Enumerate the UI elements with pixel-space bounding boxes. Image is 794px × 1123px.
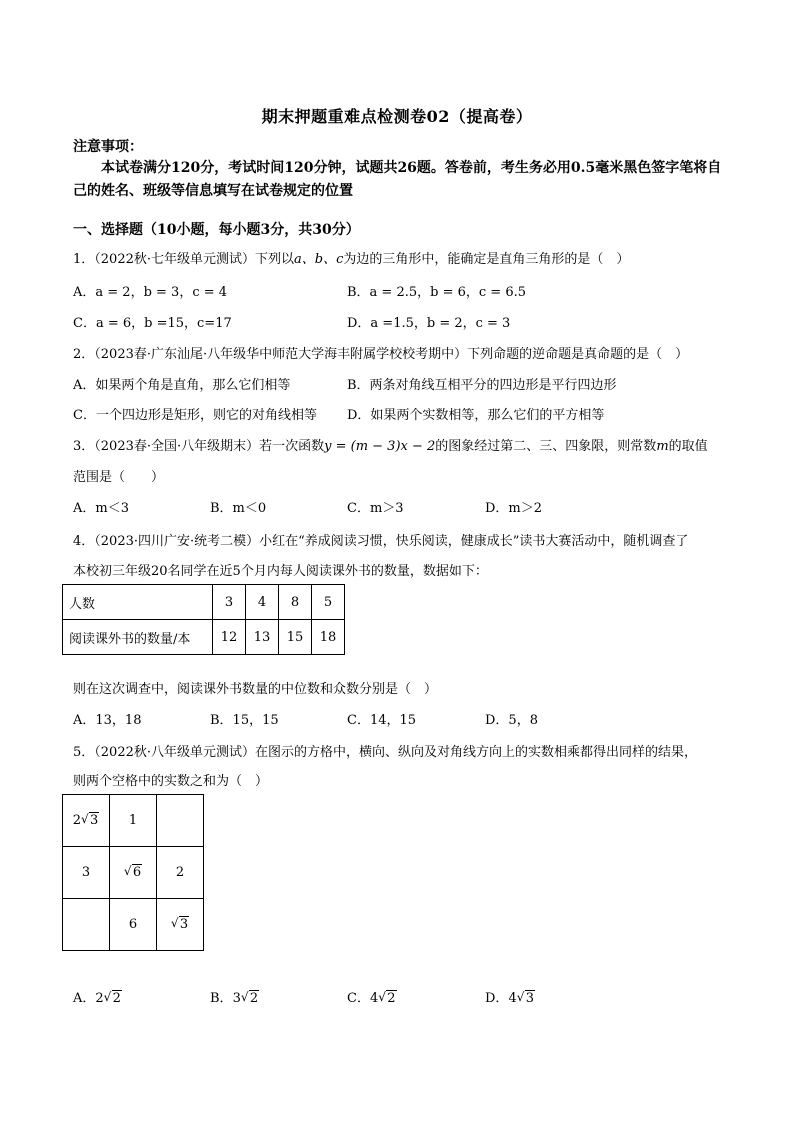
- option-label: B．: [210, 991, 233, 1006]
- option-label: D．: [485, 991, 509, 1006]
- grid-cell: 6: [110, 899, 157, 951]
- option-radicand: 2: [249, 991, 259, 1006]
- q1-option-b[interactable]: B．a = 2.5，b = 6，c = 6.5: [347, 285, 526, 300]
- option-radicand: 3: [525, 991, 534, 1006]
- q2-option-a[interactable]: A．如果两个角是直角，那么它们相等: [73, 378, 291, 393]
- grid-cell: [157, 899, 204, 951]
- table-cell: 5: [312, 585, 345, 620]
- grid-radicand: 3: [179, 917, 189, 932]
- option-radicand: 2: [387, 991, 396, 1006]
- q3-option-b[interactable]: B．m＜0: [210, 501, 267, 516]
- option-coef: 3: [232, 991, 241, 1006]
- table-cell: 12: [213, 620, 246, 655]
- q3-stem-line2: 范围是（ ）: [73, 470, 165, 485]
- q3-var: m: [656, 439, 669, 454]
- q3-option-c[interactable]: C．m＞3: [347, 501, 404, 516]
- grid-row: [63, 847, 204, 899]
- table-cell: 4: [246, 585, 279, 620]
- q4-stem-line1: 4．（2023·四川广安·统考二模）小红在“养成阅读习惯，快乐阅读，健康成长”读书大赛活动中，随机调查了: [73, 534, 689, 549]
- grid-coef: 2: [72, 813, 81, 828]
- table-row-label: 人数: [63, 585, 213, 620]
- grid-cell: 3: [63, 847, 110, 899]
- q4-option-c[interactable]: C．14，15: [347, 713, 417, 728]
- grid-row: [63, 795, 204, 847]
- grid-row: [63, 899, 204, 951]
- q4-data-table: [62, 584, 345, 655]
- grid-radicand: 6: [132, 865, 142, 880]
- q5-option-d[interactable]: [485, 987, 535, 1006]
- option-radicand: 2: [112, 991, 121, 1006]
- grid-cell: 1: [110, 795, 157, 847]
- q1-stem: [73, 248, 629, 267]
- option-coef: 2: [95, 991, 104, 1006]
- q5-option-a[interactable]: [73, 987, 122, 1006]
- q2-option-d[interactable]: D．如果两个实数相等，那么它们的平方相等: [347, 408, 605, 423]
- grid-cell-empty: [157, 795, 204, 847]
- q5-stem-line1: 5．（2022秋·八年级单元测试）在图示的方格中，横向、纵向及对角线方向上的实数相乘都得出同样的结果，: [73, 745, 697, 760]
- table-row: [63, 620, 345, 655]
- sqrt-symbol: [242, 991, 259, 1006]
- sqrt-symbol: [82, 813, 99, 828]
- table-cell: 13: [246, 620, 279, 655]
- q2-option-b[interactable]: B．两条对角线互相平分的四边形是平行四边形: [347, 378, 617, 393]
- table-cell: 3: [213, 585, 246, 620]
- table-row-label: 阅读课外书的数量/本: [63, 620, 213, 655]
- q5-stem-line2: 则两个空格中的实数之和为（ ）: [73, 774, 269, 789]
- grid-radicand: 3: [90, 813, 99, 828]
- q5-magic-grid: [62, 794, 204, 951]
- q5-option-c[interactable]: [347, 987, 397, 1006]
- sqrt-symbol: [172, 917, 189, 932]
- q1-option-c[interactable]: C．a = 6，b =15，c=17: [73, 316, 232, 331]
- q1-option-d[interactable]: D．a =1.5，b = 2，c = 3: [347, 316, 511, 331]
- q4-question: 则在这次调查中，阅读课外书数量的中位数和众数分别是（ ）: [73, 682, 438, 697]
- q1-stem-b: 为边的三角形中，能确定是直角三角形的是（ ）: [343, 252, 630, 267]
- q3-stem-b: 的图象经过第二、三、四象限，则常数: [435, 439, 657, 454]
- q1-vars: a、b、c: [294, 252, 344, 267]
- q4-option-d[interactable]: D．5，8: [485, 713, 538, 728]
- table-row: [63, 585, 345, 620]
- option-label: C．: [347, 991, 370, 1006]
- q3-stem-a: 3．（2023春·全国·八年级期末）若一次函数: [73, 439, 325, 454]
- sqrt-symbol: [125, 865, 142, 880]
- q2-stem: 2．（2023春·广东汕尾·八年级华中师范大学海丰附属学校校考期中）下列命题的逆命题是真命题的是（ ）: [73, 347, 689, 362]
- option-coef: 4: [369, 991, 379, 1006]
- option-label: A．: [73, 991, 96, 1006]
- table-cell: 8: [279, 585, 312, 620]
- q2-option-c[interactable]: C．一个四边形是矩形，则它的对角线相等: [73, 408, 317, 423]
- section-heading: 一、选择题（10小题，每小题3分，共30分）: [73, 222, 360, 238]
- grid-cell: 2: [157, 847, 204, 899]
- notice-body: 本试卷满分120分，考试时间120分钟，试题共26题。答卷前，考生务必用0.5毫米黑色签字笔将自己的姓名、班级等信息填写在试卷规定的位置: [73, 160, 722, 199]
- q3-stem: [73, 435, 708, 454]
- table-cell: 15: [279, 620, 312, 655]
- q1-stem-a: 1．（2022秋·七年级单元测试）下列以: [73, 252, 294, 267]
- q5-option-b[interactable]: [210, 987, 259, 1006]
- grid-cell-empty: [63, 899, 110, 951]
- q4-option-a[interactable]: A．13，18: [73, 713, 142, 728]
- option-coef: 4: [508, 991, 517, 1006]
- q3-option-d[interactable]: D．m＞2: [485, 501, 543, 516]
- notice-heading: 注意事项：: [73, 139, 143, 155]
- sqrt-symbol: [105, 991, 122, 1006]
- sqrt-symbol: [518, 991, 535, 1006]
- sqrt-symbol: [379, 991, 396, 1006]
- grid-cell: [63, 795, 110, 847]
- q3-formula: y = (m − 3)x − 2: [324, 439, 436, 454]
- page-title: 期末押题重难点检测卷02（提高卷）: [261, 107, 533, 126]
- q4-option-b[interactable]: B．15，15: [210, 713, 279, 728]
- q1-option-a[interactable]: A．a = 2，b = 3，c = 4: [73, 285, 228, 300]
- q3-option-a[interactable]: A．m＜3: [73, 501, 129, 516]
- q3-stem-c: 的取值: [668, 439, 708, 454]
- q4-stem-line2: 本校初三年级20名同学在近5个月内每人阅读课外书的数量，数据如下：: [73, 564, 488, 579]
- table-cell: 18: [312, 620, 345, 655]
- grid-cell: [110, 847, 157, 899]
